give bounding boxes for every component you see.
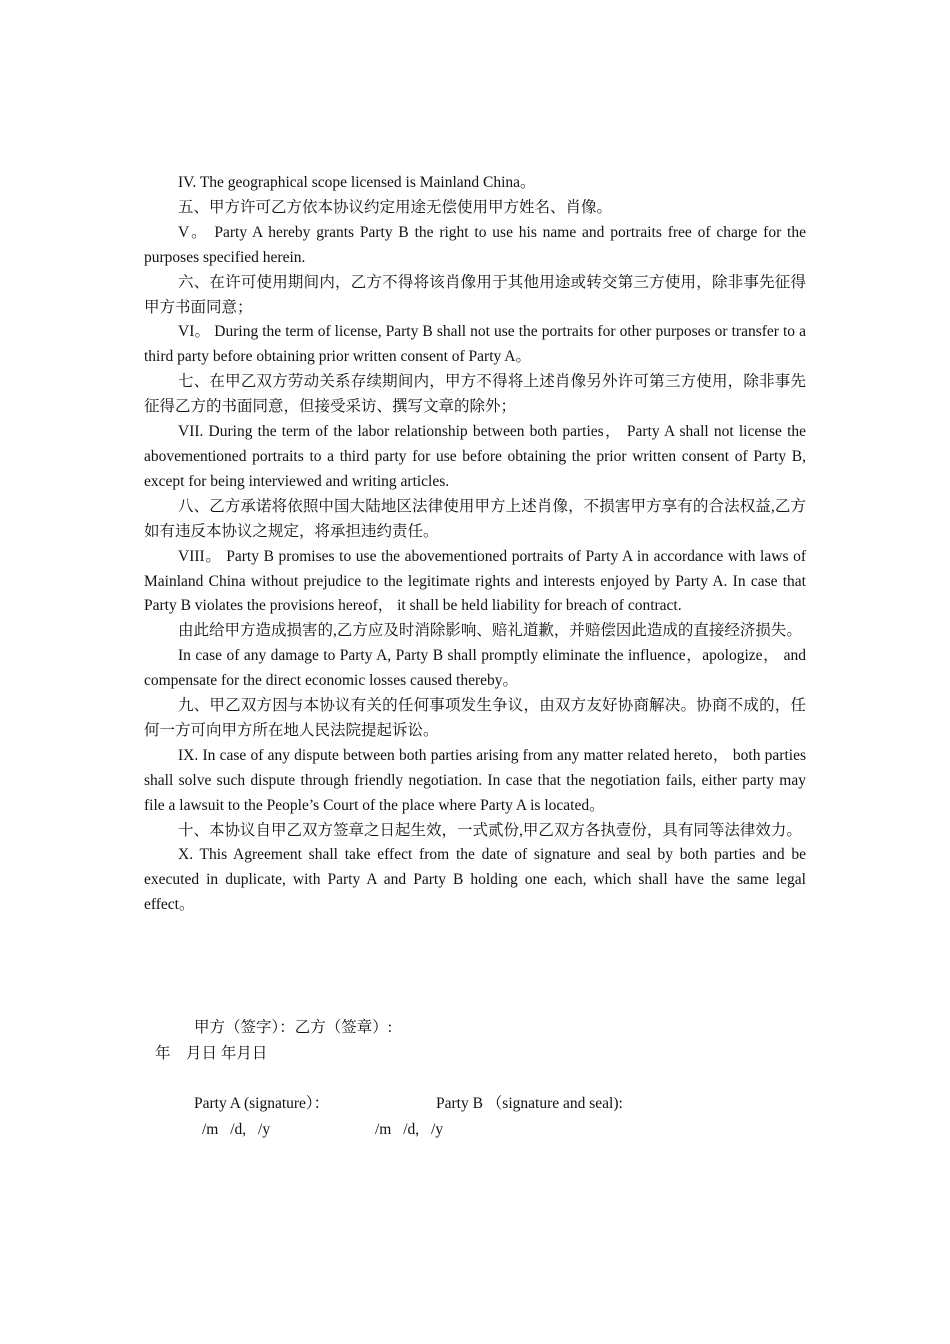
- clause-7-cn: 七、在甲乙双方劳动关系存续期间内，甲方不得将上述肖像另外许可第三方使用，除非事先征得乙方的书面同意，但接受采访、撰写文章的除外；: [144, 373, 806, 416]
- clause-viii-en: VIII。 Party B promises to use the abovementioned portraits of Party A in accordance with laws of Mainland China without prejudice to the legitimate rights and interests enjoyed by Party A. In case that Party B violates the provisions hereof， it shall be held liability for breach of contract.: [144, 547, 806, 615]
- party-b-date: /m /d, /y: [375, 1121, 444, 1138]
- clause-v-en: V。 Party A hereby grants Party B the right to use his name and portraits free of charge for the purposes specified herein.: [144, 223, 806, 266]
- party-b-signature-label: Party B （signature and seal):: [436, 1095, 623, 1112]
- damage-clause-cn: 由此给甲方造成损害的,乙方应及时消除影响、赔礼道歉，并赔偿因此造成的直接经济损失。: [178, 622, 802, 640]
- signature-parties-cn: 甲方（签字）：乙方（签章）:: [194, 1019, 393, 1036]
- clause-x-en: X. This Agreement shall take effect from the date of signature and seal by both parties and be executed in duplicate, with Party A and Party B holding one each, which shall have the same legal effect。: [144, 846, 806, 914]
- signature-dates-cn: 年 月日 年月日: [155, 1045, 268, 1062]
- clause-vii-en: VII. During the term of the labor relationship between both parties， Party A shall not license the abovementioned portraits to a third party for use before obtaining the prior written consent of Party B, except for being interviewed and writing articles.: [144, 423, 806, 490]
- party-a-date: /m /d, /y: [202, 1121, 271, 1138]
- clause-iv-en: IV. The geographical scope licensed is Mainland China。: [178, 174, 536, 191]
- clause-9-cn: 九、甲乙双方因与本协议有关的任何事项发生争议，由双方友好协商解决。协商不成的，任何一方可向甲方所在地人民法院提起诉讼。: [144, 697, 806, 739]
- clause-6-cn: 六、在许可使用期间内，乙方不得将该肖像用于其他用途或转交第三方使用，除非事先征得甲方书面同意；: [144, 273, 806, 316]
- clause-vi-en: VI。 During the term of license, Party B shall not use the portraits for other purposes or transfer to a third party before obtaining prior written consent of Party A。: [144, 323, 806, 366]
- agreement-body: [144, 171, 806, 918]
- damage-clause-en: In case of any damage to Party A, Party B shall promptly eliminate the influence，apologize， and compensate for the direct economic losses caused thereby。: [144, 647, 806, 690]
- party-a-signature-label: Party A (signature）：: [194, 1095, 330, 1112]
- clause-10-cn: 十、本协议自甲乙双方签章之日起生效，一式贰份,甲乙双方各执壹份，具有同等法律效力。: [178, 821, 802, 839]
- clause-8-cn: 八、乙方承诺将依照中国大陆地区法律使用甲方上述肖像，不损害甲方享有的合法权益,乙方如有违反本协议之规定，将承担违约责任。: [144, 497, 806, 540]
- clause-ix-en: IX. In case of any dispute between both parties arising from any matter related hereto， both parties shall solve such dispute through friendly negotiation. In case that the negotiation fails, either party may file a lawsuit to the People’s Court of the place where Party A is located。: [144, 746, 806, 814]
- clause-5-cn: 五、甲方许可乙方依本协议约定用途无偿使用甲方姓名、肖像。: [178, 198, 613, 216]
